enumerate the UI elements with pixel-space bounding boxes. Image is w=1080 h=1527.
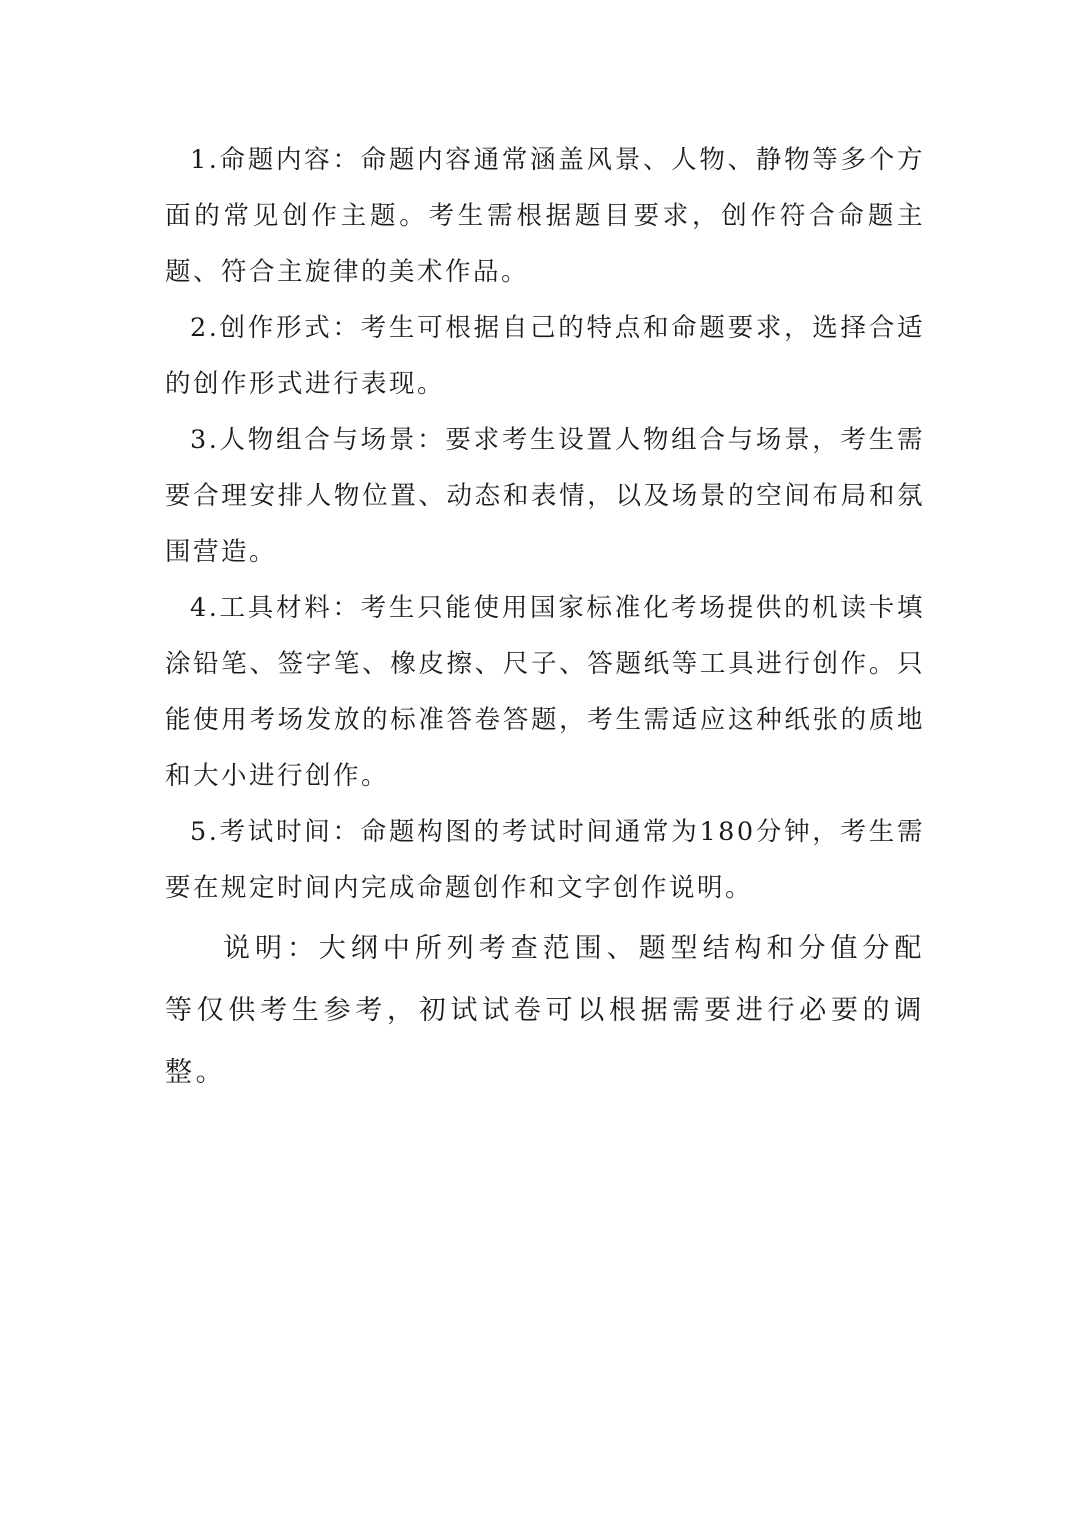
item-command-content: 1.命题内容：命题内容通常涵盖风景、人物、静物等多个方面的常见创作主题。考生需根据题目要求，创作符合命题主题、符合主旋律的美术作品。 [165,145,925,287]
item-figure-scene: 3.人物组合与场景：要求考生设置人物组合与场景，考生需要合理安排人物位置、动态和表情，以及场景的空间布局和氛围营造。 [165,425,925,567]
item-tools-materials: 4.工具材料：考生只能使用国家标准化考场提供的机读卡填涂铅笔、签字笔、橡皮擦、尺子、答题纸等工具进行创作。只能使用考场发放的标准答卷答题，考生需适应这种纸张的质地和大小进行创作。 [165,593,925,791]
item-creation-form: 2.创作形式：考生可根据自己的特点和命题要求，选择合适的创作形式进行表现。 [165,313,925,399]
item-exam-time: 5.考试时间：命题构图的考试时间通常为180分钟，考生需要在规定时间内完成命题创作和文字创作说明。 [165,817,925,903]
note-paragraph: 说明：大纲中所列考查范围、题型结构和分值分配等仅供考生参考，初试试卷可以根据需要进行必要的调整。 [165,933,925,1088]
document-body [165,132,925,1104]
